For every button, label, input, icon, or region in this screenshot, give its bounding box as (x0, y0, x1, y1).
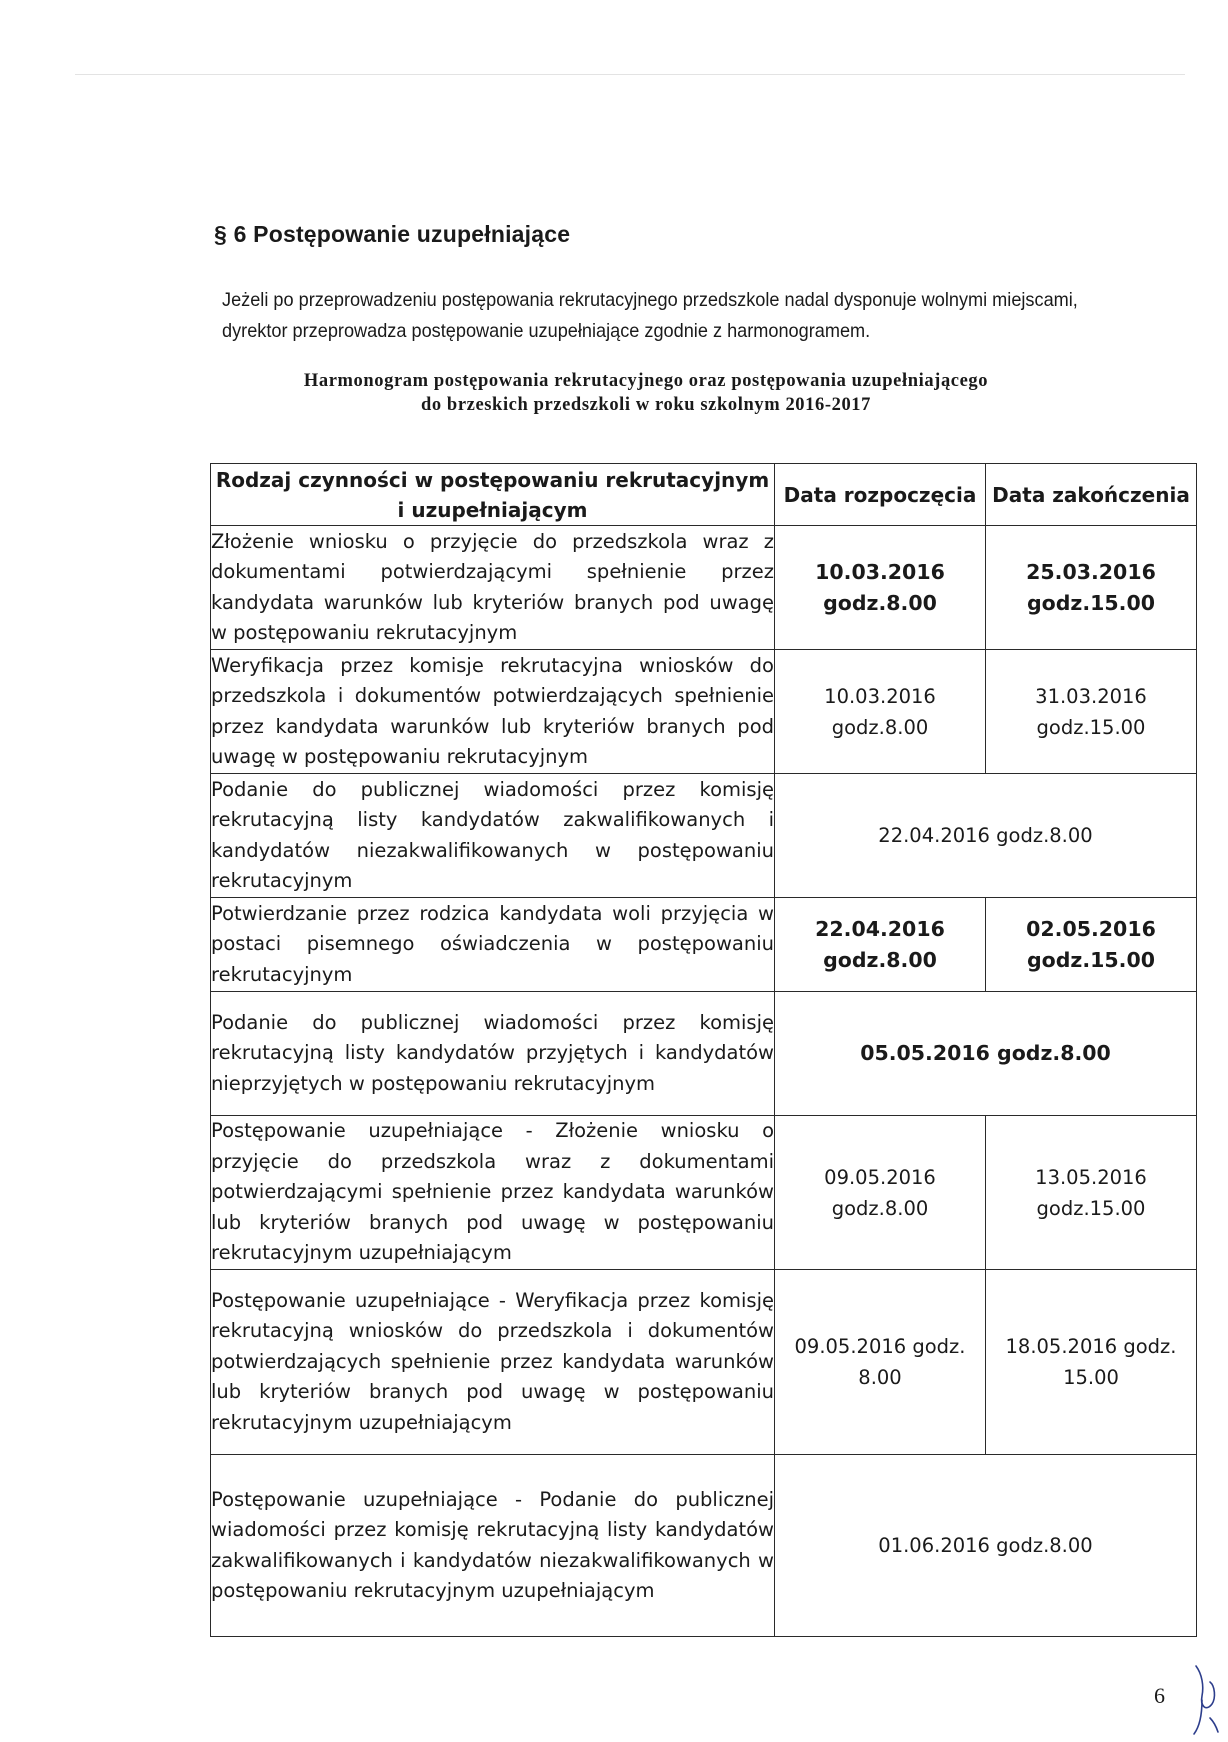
table-row (211, 774, 1197, 898)
start-date-cell (775, 526, 986, 650)
section-heading: § 6 Postępowanie uzupełniające (214, 221, 571, 247)
start-time: godz.8.00 (823, 590, 937, 615)
end-time: godz.15.00 (1036, 1196, 1146, 1220)
combined-date-cell: 22.04.2016 godz.8.00 (775, 774, 1197, 898)
start-date-cell (775, 1116, 986, 1270)
end-date: 31.03.2016 (1035, 684, 1147, 708)
start-date: 22.04.2016 (815, 916, 945, 941)
start-date-cell (775, 1270, 986, 1455)
end-date-cell (986, 526, 1197, 650)
end-time: godz.15.00 (1027, 947, 1155, 972)
combined-date-cell: 01.06.2016 godz.8.00 (775, 1455, 1197, 1637)
schedule-title-line: do brzeskich przedszkoli w roku szkolnym 2016-2017 (420, 395, 872, 415)
table-row (211, 526, 1197, 650)
start-time: godz.8.00 (831, 1196, 929, 1220)
header-start-date: Data rozpoczęcia (775, 464, 986, 526)
start-date-cell (775, 898, 986, 992)
end-time: godz.15.00 (1036, 715, 1146, 739)
table-row (211, 992, 1197, 1116)
table-row (211, 1116, 1197, 1270)
handwritten-initial-mark (1188, 1660, 1222, 1738)
page-number: 6 (1154, 1683, 1165, 1708)
start-date: 09.05.2016 godz. (794, 1335, 966, 1358)
end-date-cell (986, 1270, 1197, 1455)
header-end-date: Data zakończenia (986, 464, 1197, 526)
end-time: godz.15.00 (1027, 590, 1155, 615)
intro-line: Jeżeli po przeprowadzeniu postępowania rekrutacyjnego przedszkole nadal dysponuje wolnymi miejscami, (222, 289, 1078, 311)
activity-cell: Postępowanie uzupełniające - Złożenie wniosku o przyjęcie do przedszkola wraz z dokumentami potwierdzającymi spełnienie przez kandydata warunków lub kryteriów branych pod uwagę w postępowaniu rekrutacyjnym uzupełniającym (211, 1116, 775, 1270)
schedule-table (210, 463, 1197, 1637)
start-date-cell (775, 650, 986, 774)
activity-cell: Podanie do publicznej wiadomości przez komisję rekrutacyjną listy kandydatów zakwalifikowanych i kandydatów niezakwalifikowanych w postępowaniu rekrutacyjnym (211, 774, 775, 898)
activity-cell: Potwierdzanie przez rodzica kandydata woli przyjęcia w postaci pisemnego oświadczenia w postępowaniu rekrutacyjnym (211, 898, 775, 992)
schedule-title-line: Harmonogram postępowania rekrutacyjnego oraz postępowania uzupełniającego (303, 371, 989, 391)
start-time: godz.8.00 (823, 947, 937, 972)
activity-cell: Złożenie wniosku o przyjęcie do przedszkola wraz z dokumentami potwierdzającymi spełnienie przez kandydata warunków lub kryteriów branych pod uwagę w postępowaniu rekrutacyjnym (211, 526, 775, 650)
page-top-rule (75, 74, 1185, 75)
activity-cell: Podanie do publicznej wiadomości przez komisję rekrutacyjną listy kandydatów przyjętych i kandydatów nieprzyjętych w postępowaniu rekrutacyjnym (211, 992, 775, 1116)
activity-cell: Postępowanie uzupełniające - Weryfikacja przez komisję rekrutacyjną wniosków do przedszkola i dokumentów potwierdzających spełnienie przez kandydata warunków lub kryteriów branych pod uwagę w postępowaniu rekrutacyjnym uzupełniającym (211, 1270, 775, 1455)
end-date: 25.03.2016 (1026, 559, 1156, 584)
table-row (211, 650, 1197, 774)
combined-date-cell: 05.05.2016 godz.8.00 (775, 992, 1197, 1116)
end-date-cell (986, 650, 1197, 774)
activity-cell: Weryfikacja przez komisje rekrutacyjna wniosków do przedszkola i dokumentów potwierdzających spełnienie przez kandydata warunków lub kryteriów branych pod uwagę w postępowaniu rekrutacyjnym (211, 650, 775, 774)
end-date-cell (986, 898, 1197, 992)
start-time: 8.00 (858, 1366, 902, 1389)
header-activity: Rodzaj czynności w postępowaniu rekrutacyjnym i uzupełniającym (211, 464, 775, 526)
end-date: 13.05.2016 (1035, 1165, 1147, 1189)
start-date: 09.05.2016 (824, 1165, 936, 1189)
table-header-row (211, 464, 1197, 526)
activity-cell: Postępowanie uzupełniające - Podanie do publicznej wiadomości przez komisję rekrutacyjną listy kandydatów zakwalifikowanych i kandydatów niezakwalifikowanych w postępowaniu rekrutacyjnym uzupełniającym (211, 1455, 775, 1637)
end-time: 15.00 (1063, 1366, 1119, 1389)
end-date: 18.05.2016 godz. (1005, 1335, 1177, 1358)
intro-paragraph (222, 285, 1078, 347)
intro-line: dyrektor przeprowadza postępowanie uzupełniające zgodnie z harmonogramem. (222, 320, 871, 342)
start-date: 10.03.2016 (815, 559, 945, 584)
schedule-title (214, 369, 1078, 417)
start-date: 10.03.2016 (824, 684, 936, 708)
table-row (211, 1270, 1197, 1455)
end-date: 02.05.2016 (1026, 916, 1156, 941)
start-time: godz.8.00 (831, 715, 929, 739)
end-date-cell (986, 1116, 1197, 1270)
table-row (211, 898, 1197, 992)
table-row (211, 1455, 1197, 1637)
